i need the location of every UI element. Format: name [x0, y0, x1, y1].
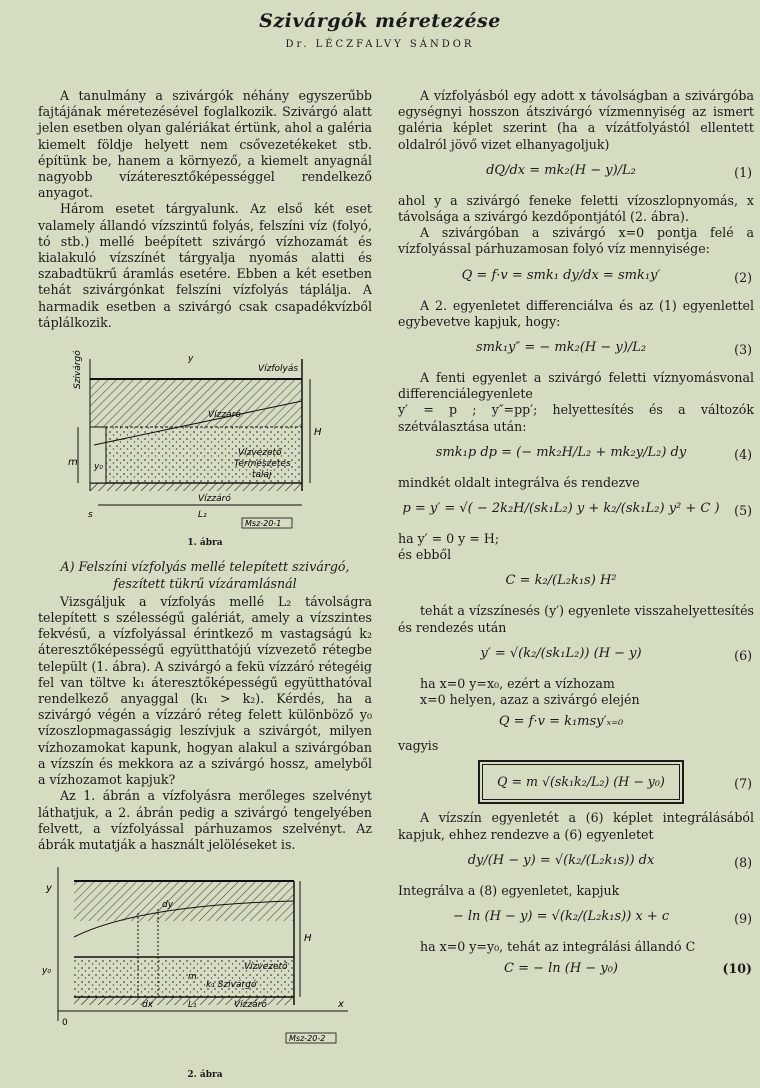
- figure-2-label: m: [188, 972, 197, 983]
- figure-1-label: L₂: [198, 510, 207, 521]
- equation-9: [398, 903, 754, 935]
- paragraph: Integrálva a (8) egyenletet, kapjuk: [398, 882, 620, 898]
- paragraph: A vízfolyásból egy adott x távolságban a szivárgóba egységnyi hosszon átszivárgó vízmennyiség az ismert galéria képlet szerint (ha a vízátfolyástól ellentett oldalról jövő vizet elhanyagoljuk): [398, 88, 754, 152]
- paragraph: ha x=0 y=x₀, ezért a vízhozam: [420, 675, 615, 691]
- figure-2-label: x: [338, 999, 344, 1011]
- paragraph: Vizsgáljuk a vízfolyás mellé L₂ távolságra telepített s szélességű galériát, amely a vízszintes fekvésű, a vízfolyással érintkező m vastagságú k₂ áteresztőképességű együtthatójú vízvezető rétegbe települt (1. ábra). A szivárgó a fekü vízzáró rétegéig fel van töltve k₁ áteresztőképességű együtthatóval rendelkező anyaggal (k₁ > k₂). Kérdés, ha a szivárgó végén a vízzáró réteg felett különböző y₀ vízoszlopmagasságig leszívjuk a szivárgót, milyen vízhozamokat kapunk, hogyan alakul a szivárgóban a vízszín és mekkora az a szivárgó hossz, amelyből a vízhozamot kapjuk?: [38, 593, 372, 788]
- equation-number: (5): [734, 503, 752, 519]
- page-title: Szivárgók méretezése: [259, 10, 501, 32]
- paragraph: A fenti egyenlet a szivárgó feletti víznyomásvonal differenciálegyenlete: [398, 370, 754, 402]
- paragraph: és ebből: [398, 547, 452, 563]
- figure-1-caption: 1. ábra: [187, 538, 223, 549]
- equation-1: [398, 157, 754, 189]
- paragraph: Az 1. ábrán a vízfolyásra merőleges szelvényt láthatjuk, a 2. ábrán pedig a szivárgó tengelyében felvett, a vízfolyással párhuzamos szelvényt. Az ábrák mutatják a használt jelöléseket is.: [38, 788, 372, 852]
- figure-1-label: Szivárgó: [73, 350, 83, 390]
- figure-2-diagram: [38, 861, 372, 1061]
- equation-number: (8): [734, 854, 752, 870]
- equation-body: smk₁y″ = − mk₂(H − y)/L₂: [475, 340, 647, 356]
- figure-2-label: k₁ Szivárgó: [206, 980, 257, 991]
- figure-1-label: y₀: [94, 462, 103, 473]
- figure-1-label: Vízvezető: [238, 448, 282, 459]
- equation-body: C = k₂/(L₂k₁s) H²: [505, 573, 617, 589]
- equation-number: (10): [722, 961, 752, 977]
- paragraph: y′ = p ; y″=pp′; helyettesítés és a változók szétválasztása után:: [398, 402, 754, 434]
- equation-q: [398, 712, 754, 734]
- figure-1: [38, 339, 372, 551]
- equation-body: Q = f·v = k₁msy′ₓ₌₀: [498, 714, 624, 730]
- paragraph: Három esetet tárgyalunk. Az első két eset valamely állandó vízszintű folyás, felszíni víz (folyó, tó stb.) mellé beépített szivárgó vízhozamát és kialakuló vízszínét tárgyalja nyomás alatti és szabadtükrű áramlás esetére. Ebben a két esetben tehát szivárgónkat felszíni vízfolyás táplálja. A harmadik esetben a szivárgó csak csapadékvízből táplálkozik.: [38, 201, 372, 330]
- figure-1-label: Vízzáró: [208, 410, 241, 421]
- equation-body: C = − ln (H − y₀): [504, 961, 618, 977]
- equation-2: [398, 262, 754, 294]
- author: Dr. LÉCZFALVY SÁNDOR: [285, 39, 475, 50]
- section-title: A) Felszíni vízfolyás mellé telepített szivárgó, feszített tükrű vízáramlásnál: [60, 559, 350, 591]
- figure-2-label: Vízvezető: [244, 962, 288, 973]
- equation-body: dQ/dx = mk₂(H − y)/L₂: [486, 162, 636, 178]
- equation-body: − ln (H − y) = √(k₂/(L₂k₁s)) x + c: [452, 909, 670, 925]
- equation-body: y′ = √(k₂/(sk₁L₂)) (H − y): [480, 645, 642, 661]
- equation-body: dy/(H − y) = √(k₂/(L₂k₁s)) dx: [467, 852, 655, 868]
- figure-2-label: L₁: [188, 1000, 197, 1011]
- equation-number: (3): [734, 342, 752, 358]
- figure-1-label: s: [88, 510, 93, 521]
- equation-6: [398, 640, 754, 672]
- paragraph: mindkét oldalt integrálva és rendezve: [398, 474, 640, 490]
- equation-number: (6): [734, 647, 752, 663]
- figure-1-label: H: [314, 427, 322, 439]
- figure-2-label: Vízzáró: [234, 1000, 267, 1011]
- left-column: [38, 88, 372, 1088]
- figure-2-label: 0: [62, 1018, 68, 1029]
- figure-1-label: Vízfolyás: [258, 364, 299, 375]
- equation-body: smk₁p dp = (− mk₂H/L₂ + mk₂y/L₂) dy: [435, 444, 687, 460]
- paragraph: A vízszín egyenletét a (6) képlet integrálásából kapjuk, ehhez rendezve a (6) egyenletet: [398, 810, 754, 842]
- equation-body: Q = f·v = smk₁ dy/dx = smk₁y′: [461, 267, 661, 283]
- equation-number: (9): [734, 911, 752, 927]
- paragraph: tehát a vízszínesés (y′) egyenlete visszahelyettesítés és rendezés után: [398, 603, 754, 635]
- equation-4: [398, 439, 754, 471]
- figure-2-label: y₀: [42, 966, 51, 977]
- figure-2-caption: 2. ábra: [187, 1070, 223, 1081]
- equation-number: (7): [734, 776, 752, 792]
- paragraph: A 2. egyenletet differenciálva és az (1) egyenlettel egybevetve kapjuk, hogy:: [398, 297, 754, 329]
- equation-number: (2): [734, 269, 752, 285]
- equation-7: [398, 760, 754, 804]
- figure-2-label: dx: [142, 1000, 154, 1011]
- equation-number: (4): [734, 446, 752, 462]
- figure-1-label: m: [68, 457, 78, 469]
- boxed-equation: [478, 760, 684, 804]
- paragraph: A tanulmány a szivárgók néhány egyszerűbb fajtájának méretezésével foglalkozik. Szivárgó alatt jelen esetben olyan galériákat értünk, ahol a galéria kiemelt földje helyett nem csővezetékeket stb. építünk be, hanem a környező, a kiemelt anyagnál nagyobb vízáteresztőképességgel rendelkező anyagot.: [38, 88, 372, 201]
- figure-1-label: Vízzáró: [198, 494, 231, 505]
- figure-2-label: Msz-20-2: [289, 1034, 326, 1044]
- equation-body: Q = m √(sk₁k₂/L₂) (H − y₀): [482, 764, 680, 800]
- equation-5: [398, 495, 754, 527]
- paragraph: ha y′ = 0 y = H;: [398, 531, 500, 547]
- paragraph: x=0 helyen, azaz a szivárgó elején: [420, 692, 640, 708]
- figure-2: [38, 861, 372, 1083]
- figure-1-label: talaj: [252, 470, 272, 481]
- figure-2-label: H: [304, 933, 312, 945]
- figure-1-label: y: [188, 354, 194, 365]
- equation-8: [398, 847, 754, 879]
- equation-body: p = y′ = √( − 2k₂H/(sk₁L₂) y + k₂/(sk₁L₂) y² + C ): [402, 501, 720, 517]
- figure-2-label: dy: [162, 900, 174, 911]
- paragraph: A szivárgóban a szivárgó x=0 pontja felé a vízfolyással párhuzamosan folyó víz mennyisége:: [398, 225, 754, 257]
- figure-1-label: Msz-20-1: [245, 519, 282, 529]
- equation-3: [398, 334, 754, 366]
- paragraph: ha x=0 y=y₀, tehát az integrálási állandó C: [420, 939, 696, 955]
- right-column: [398, 88, 754, 987]
- figure-1-diagram: [38, 339, 372, 529]
- equation-10: [398, 959, 754, 983]
- paragraph: vagyis: [398, 738, 439, 754]
- figure-1-label: Természetes: [234, 459, 291, 470]
- paragraph: ahol y a szivárgó feneke feletti vízoszlopnyomás, x távolsága a szivárgó kezdőpontjától (2. ábra).: [398, 192, 754, 225]
- equation-number: (1): [734, 164, 752, 180]
- figure-2-label: y: [46, 883, 52, 895]
- equation-c: [398, 567, 754, 599]
